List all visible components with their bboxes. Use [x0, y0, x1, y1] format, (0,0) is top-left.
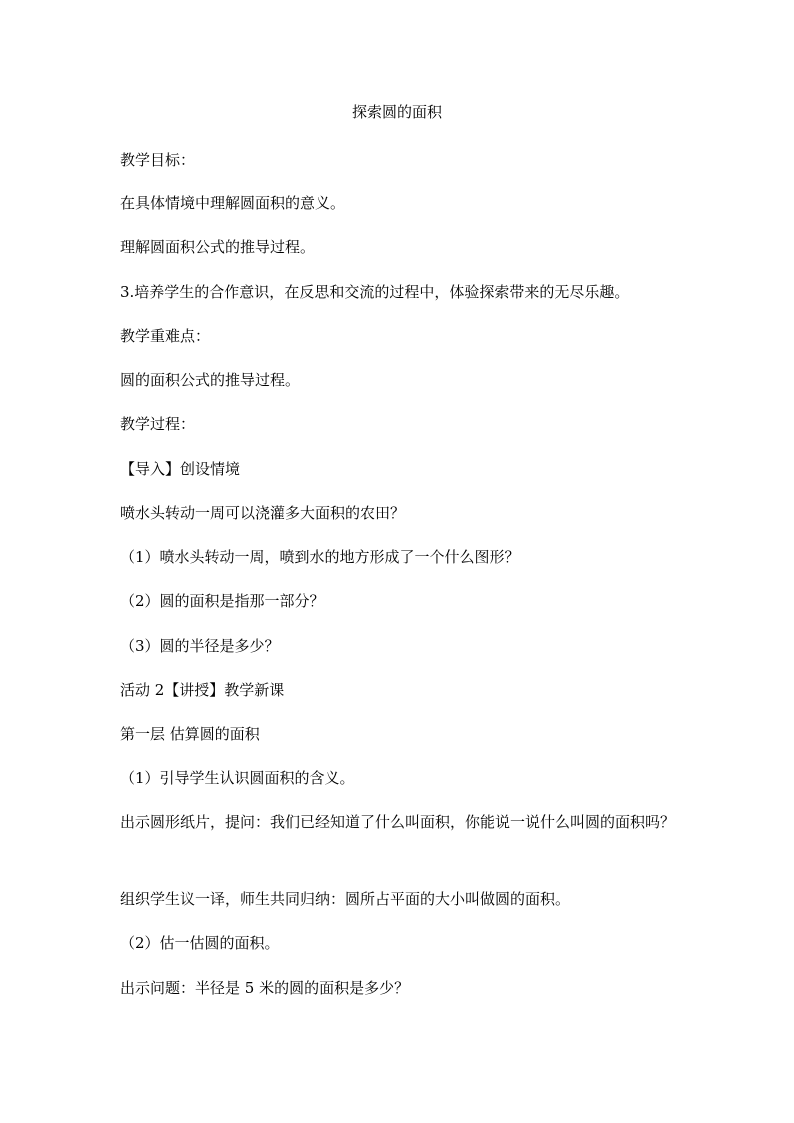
intro-sub-question-2: （2）圆的面积是指那一部分？ [120, 592, 325, 610]
step-2: （2）估一估圆的面积。 [120, 934, 280, 952]
intro-sub-question-3: （3）圆的半径是多少？ [120, 637, 280, 655]
key-points-heading: 教学重难点： [120, 327, 211, 345]
step-1-summary: 组织学生议一译，师生共同归纳：圆所占平面的大小叫做圆的面积。 [120, 890, 571, 908]
activity-2-heading: 活动 2【讲授】教学新课 [120, 681, 285, 699]
goal-1: 在具体情境中理解圆面积的意义。 [120, 194, 346, 212]
layer-1-heading: 第一层 估算圆的面积 [120, 725, 260, 743]
step-1: （1）引导学生认识圆面积的含义。 [120, 769, 355, 787]
key-point: 圆的面积公式的推导过程。 [120, 371, 301, 389]
step-2-question: 出示问题：半径是 5 米的圆的面积是多少？ [120, 979, 410, 997]
goal-2: 理解圆面积公式的推导过程。 [120, 238, 316, 256]
intro-section: 【导入】创设情境 [120, 460, 241, 478]
process-heading: 教学过程： [120, 415, 196, 433]
teaching-goals-heading: 教学目标： [120, 151, 196, 169]
intro-sub-question-1: （1）喷水头转动一周，喷到水的地方形成了一个什么图形？ [120, 548, 520, 566]
goal-3: 3.培养学生的合作意识，在反思和交流的过程中，体验探索带来的无尽乐趣。 [120, 283, 630, 301]
intro-question: 喷水头转动一周可以浇灌多大面积的农田？ [120, 504, 406, 522]
step-1-description: 出示圆形纸片，提问：我们已经知道了什么叫面积，你能说一说什么叫圆的面积吗？ [120, 813, 676, 831]
document-title: 探索圆的面积 [351, 103, 442, 121]
